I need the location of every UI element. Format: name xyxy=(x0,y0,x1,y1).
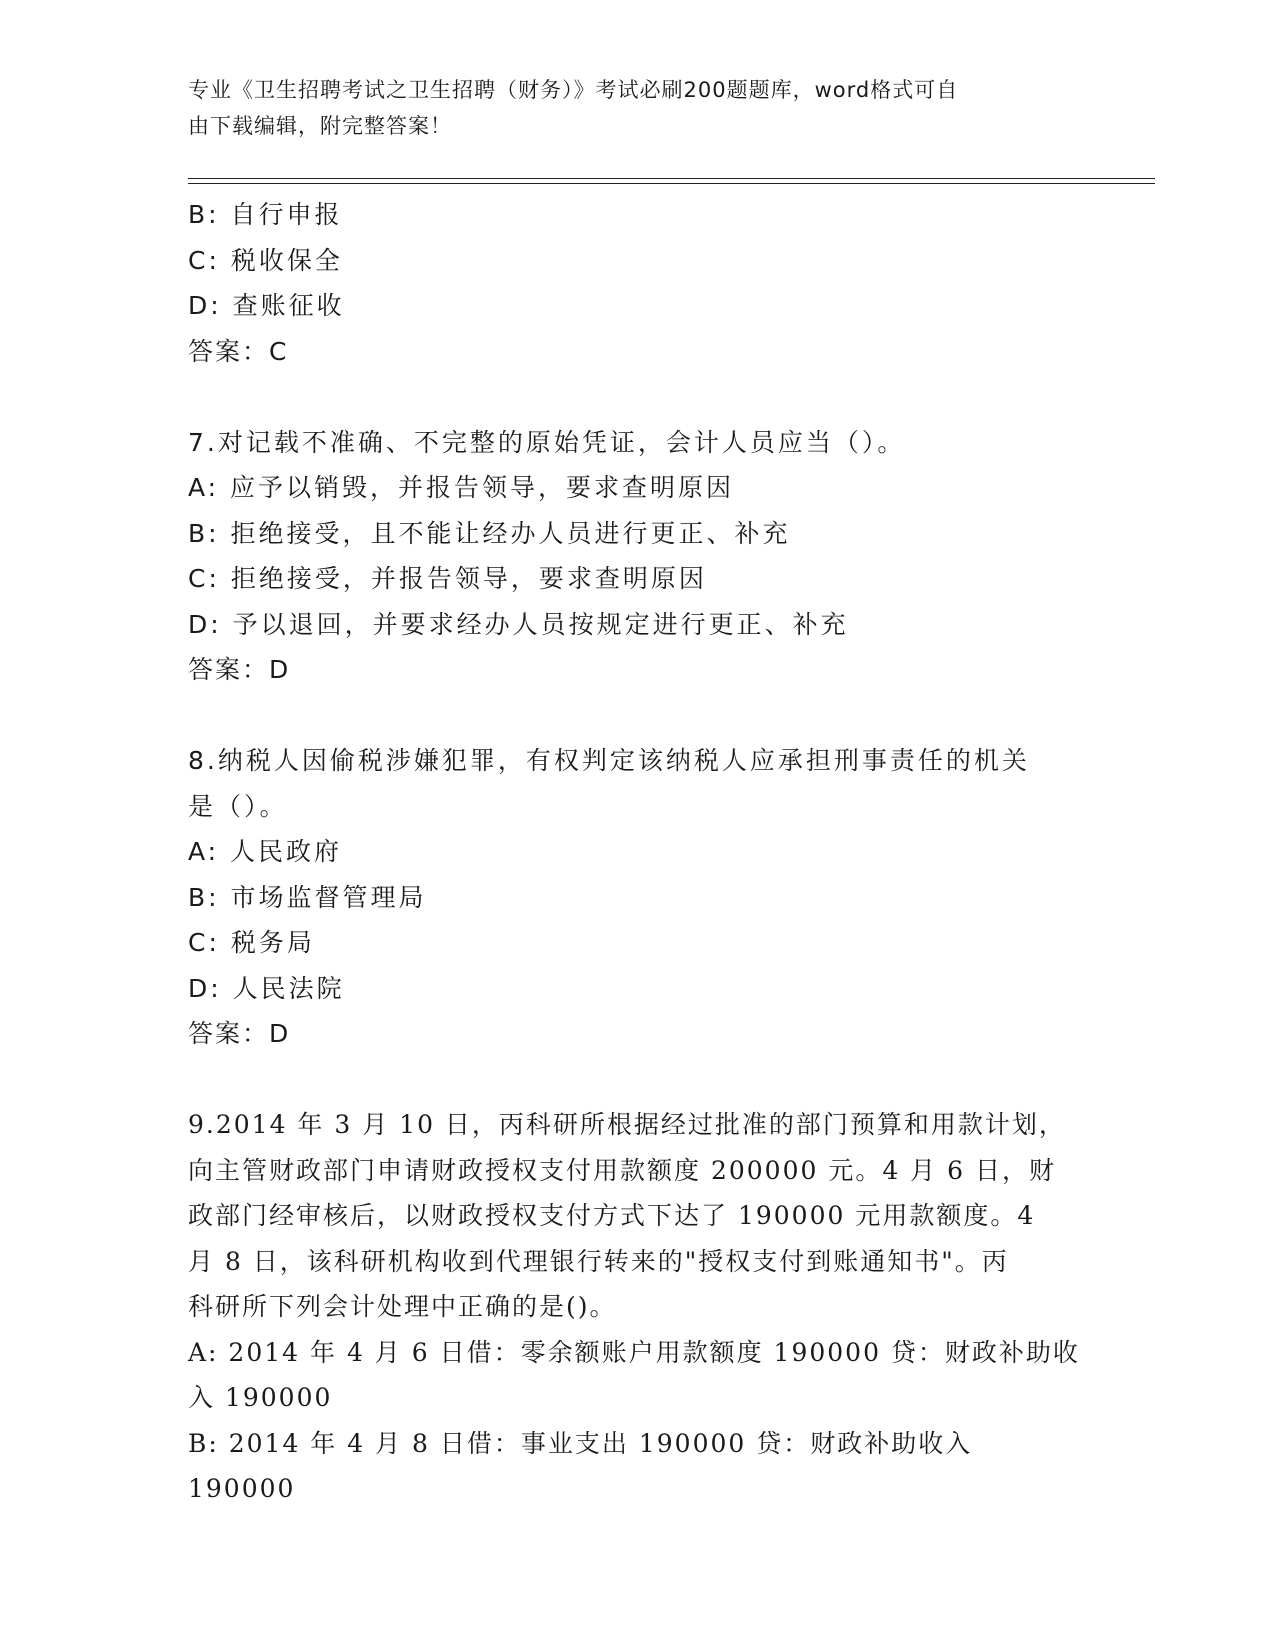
q8-option-b: B: 市场监督管理局 xyxy=(188,882,427,912)
q9-option-a-line-2: 入 190000 xyxy=(188,1383,333,1412)
q9-stem-line-4: 月 8 日，该科研机构收到代理银行转来的"授权支付到账通知书"。丙 xyxy=(188,1246,1009,1276)
q7-option-d: D: 予以退回，并要求经办人员按规定进行更正、补充 xyxy=(188,609,849,639)
q8-answer: 答案：D xyxy=(188,1019,291,1048)
header-line-2: 由下载编辑，附完整答案！ xyxy=(188,114,452,138)
q8-stem-line-1: 8.纳税人因偷税涉嫌犯罪，有权判定该纳税人应承担刑事责任的机关 xyxy=(188,746,1030,775)
q7-option-c: C: 拒绝接受，并报告领导，要求查明原因 xyxy=(188,564,707,593)
header-divider-top xyxy=(188,178,1155,179)
spacer xyxy=(188,374,1088,420)
header-line-1: 专业《卫生招聘考试之卫生招聘（财务）》考试必刷200题题库，word格式可自 xyxy=(188,78,959,102)
q9-option-b: B: 2014 年 4 月 8 日借：事业支出 190000 贷：财政补助收入 190000 xyxy=(188,1428,983,1503)
q9-stem-line-5: 科研所下列会计处理中正确的是()。 xyxy=(188,1292,617,1321)
q6-option-c: C: 税收保全 xyxy=(188,245,343,275)
q6-option-d: D: 查账征收 xyxy=(188,291,345,320)
question-9 xyxy=(188,1102,1088,1512)
q8-stem-line-2: 是（）。 xyxy=(188,791,288,821)
spacer xyxy=(188,693,1088,739)
q7-option-a: A: 应予以销毁，并报告领导，要求查明原因 xyxy=(188,473,735,502)
header-divider-bottom xyxy=(188,183,1155,184)
spacer xyxy=(188,1057,1088,1103)
q8-option-c: C: 税务局 xyxy=(188,928,315,957)
q8-option-d: D: 人民法院 xyxy=(188,973,345,1003)
q9-stem-line-1: 9.2014 年 3 月 10 日，丙科研所根据经过批准的部门预算和用款计划， xyxy=(188,1110,1066,1139)
q6-option-b: B: 自行申报 xyxy=(188,200,343,229)
q7-answer: 答案：D xyxy=(188,655,291,684)
question-7 xyxy=(188,420,1088,693)
q6-answer: 答案：C xyxy=(188,336,289,366)
question-8 xyxy=(188,738,1088,1057)
q9-option-a-line-1: A: 2014 年 4 月 6 日借：零余额账户用款额度 190000 贷：财政补助收 xyxy=(188,1337,1080,1367)
q9-stem-line-3: 政部门经审核后，以财政授权支付方式下达了 190000 元用款额度。4 xyxy=(188,1201,1036,1230)
q7-option-b: B: 拒绝接受，且不能让经办人员进行更正、补充 xyxy=(188,518,791,548)
q7-stem: 7.对记载不准确、不完整的原始凭证，会计人员应当（）。 xyxy=(188,427,906,457)
document-header xyxy=(188,72,1068,144)
question-6 xyxy=(188,192,1088,374)
q8-option-a: A: 人民政府 xyxy=(188,837,343,866)
q9-stem-line-2: 向主管财政部门申请财政授权支付用款额度 200000 元。4 月 6 日，财 xyxy=(188,1155,1056,1185)
document-body xyxy=(188,192,1088,1512)
